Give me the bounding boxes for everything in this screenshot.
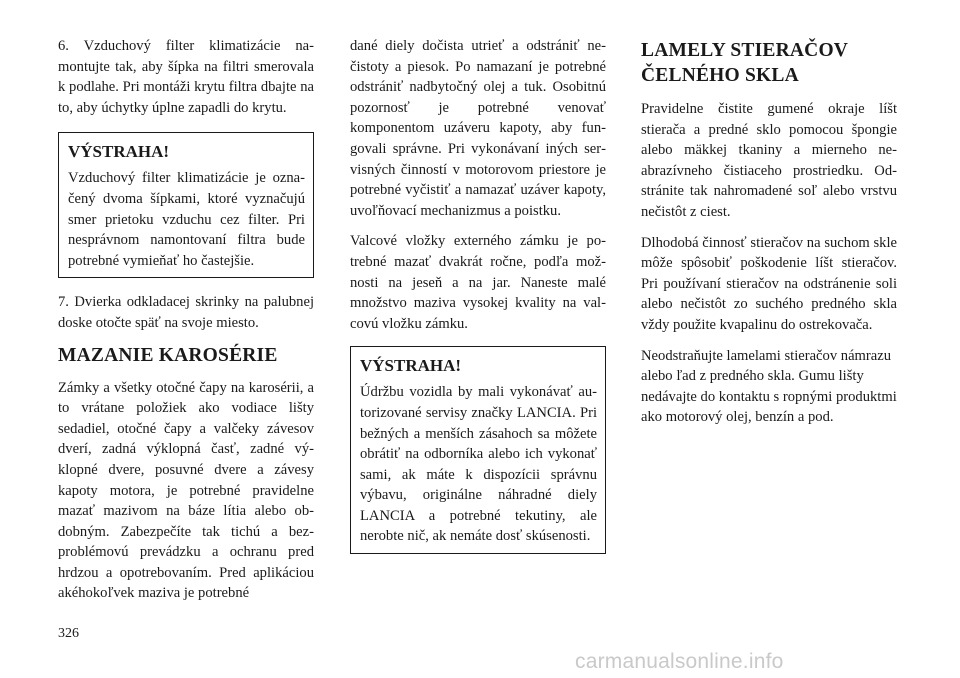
column-middle <box>350 36 606 568</box>
paragraph-body-lubrication: Zámky a všetky otočné čapy na karosérii, a to vrátane položiek ako vodiace lišty sedadiel, otočné čapy a valčeky závesov dverí, zadná výklopná časť, zadné výklopné dvere, posuvné dvere a závesy kapoty motora, je potrebné pravidelne mazať mazivom na báze lítia alebo obdobným. Zabezpečíte tak tichú a bezproblémovú prevádzku a ochranu pred hrdzou a opotrebovaním. Pred aplikáciou akéhokoľvek maziva je potrebné <box>58 379 314 602</box>
section-heading-body-lubrication: MAZANIE KAROSÉRIE <box>58 344 278 366</box>
paragraph-lock-cylinders: Valcové vložky externého zámku je potrebné mazať dvakrát ročne, podľa možnosti na jeseň a na jar. Naneste malé množstvo maziva vysokej kvality na valcovú vložku zámku. <box>350 233 606 332</box>
paragraph-dry-glass: Dlhodobá činnosť stieračov na suchom skle môže spôsobiť poškodenie líšt stieračov. Pri používaní stieračov na odstránenie soli alebo nečistôt zo suchého predného skla vždy použite kvapalinu do ostrekovača. <box>641 234 897 333</box>
heading-line-2: ČELNÉHO SKLA <box>641 65 799 86</box>
warning-box-filter <box>58 132 314 278</box>
warning-box-service <box>350 346 606 554</box>
warning-title: VÝSTRAHA! <box>360 356 462 376</box>
warning-text: Vzduchový filter klimatizácie je označený dvoma šípkami, ktoré vyznačujú smer prietoku vzduchu cez filter. Pri nesprávnom namontovaní filtra bude potrebné vymieňať ho častejšie. <box>68 170 305 269</box>
paragraph-step-6: 6. Vzduchový filter klimatizácie namontujte tak, aby šípka na filtri smerovala k podlahe. Pri montáži krytu filtra dbajte na to, aby úchytky úplne zapadli do krytu. <box>58 38 314 116</box>
paragraph-step-7: 7. Dvierka odkladacej skrinky na palubnej doske otočte späť na svoje miesto. <box>58 294 314 331</box>
warning-title: VÝSTRAHA! <box>68 142 170 162</box>
column-left <box>58 36 314 614</box>
paragraph-wiper-cleaning: Pravidelne čistite gumené okraje líšt stierača a predné sklo pomocou špongie alebo mäkkej tkaniny a mierneho neabrazívneho čistiaceho prostriedku. Odstránite tak nahromadené soľ alebo vrstvu nečistôt z ciest. <box>641 101 897 220</box>
page-number: 326 <box>58 626 79 641</box>
paragraph-frost-ice: Neodstraňujte lamelami stieračov námrazu alebo ľad z predného skla. Gumu lišty nedávajte do kontaktu s ropnými produktmi ako motorový olej, benzín a pod. <box>641 347 897 426</box>
watermark: carmanualsonline.info <box>575 650 784 673</box>
paragraph-cleaning: dané diely dočista utrieť a odstrániť nečistoty a piesok. Po namazaní je potrebné odstrániť nadbytočný olej a tuk. Osobitnú pozornosť je potrebné venovať komponentom uzáveru kapoty, aby fungovali správne. Pri vykonávaní iných servisných činností v motorovom priestore je potrebné vyčistiť a namazať uzáver kapoty, uvoľňovací mechanizmus a poistku. <box>350 38 606 219</box>
warning-text: Údržbu vozidla by mali vykonávať autorizované servisy značky LANCIA. Pri bežných a menších zásahoch sa môžete obrátiť na odborníka alebo ich vykonať sami, ak máte k dispozícii správnu výbavu, originálne náhradné diely LANCIA a potrebné tekutiny, ale nerobte nič, ak nemáte dosť skúsenosti. <box>360 384 597 545</box>
column-right <box>641 36 897 438</box>
section-heading-wiper-blades <box>641 38 897 88</box>
heading-line-1: LAMELY STIERAČOV <box>641 40 849 61</box>
